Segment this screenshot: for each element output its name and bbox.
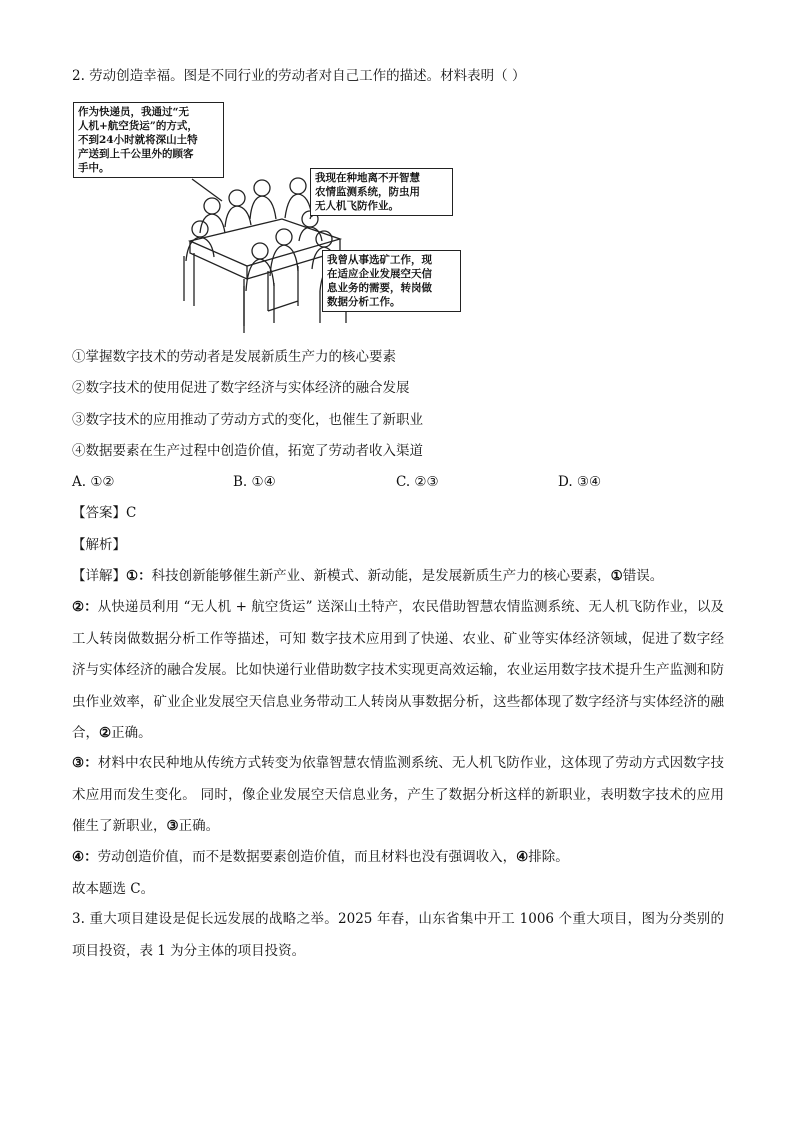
option-a: A. ①② (72, 474, 115, 490)
answer-line (72, 503, 722, 523)
point-4-text: 劳动创造价值，而不是数据要素创造价值，而且材料也没有强调收入， (97, 849, 517, 865)
point-2-end-marker: ② (99, 725, 112, 741)
point-3-text: 材料中农民种地从传统方式转变为依靠智慧农情监测系统、无人机飞防作业，这体现了劳动方式因数字技术应用而发生变化。 同时，像企业发展空天信息业务，产生了数据分析这样的新职业，表明数字技术的应用催生了新职业， (72, 755, 725, 834)
bubble-text-line: 息业务的需要，转岗做 (327, 282, 432, 294)
point-1-end-marker: ① (610, 568, 623, 584)
analysis-label: 【解析】 (72, 537, 126, 553)
miner-speech-bubble (322, 250, 461, 312)
question-3-stem: 3. 重大项目建设是促长远发展的战略之举。2025 年春，山东省集中开工 1006 个重大项目，图为分类别的项目投资，表 1 为分主体的项目投资。 (72, 911, 724, 959)
point-2-text: 从快递员利用 “无人机 + 航空货运” 送深山土特产，农民借助智慧农情监测系统、无人机飞防作业，以及工人转岗做数据分析工作等描述，可知 数字技术应用到了快递、农业、矿业等实体经济领域，促进了数字经济与实体经济的融合发展。比如快递行业借助数字技术实现更高效运输，农业运用数字技术提升生产监测和防虫作业效率，矿业企业发展空天信息业务带动工人转岗从事数据分析，这些都体现了数字经济与实体经济的融合， (72, 599, 724, 741)
answer-label: 【答案】 (72, 505, 126, 521)
statement-2: ②数字技术的使用促进了数字经济与实体经济的融合发展 (72, 380, 410, 396)
detail-paragraph-3 (72, 748, 724, 843)
answer-value: C (126, 505, 137, 521)
bubble-text-line: 在适应企业发展空天信 (327, 268, 432, 280)
point-3-verdict: 正确。 (178, 818, 220, 834)
question-2-stem: 2. 劳动创造幸福。图是不同行业的劳动者对自己工作的描述。材料表明（ ） (72, 68, 526, 84)
point-2-verdict: 正确。 (111, 725, 152, 741)
bubble-text-line: 不到24小时就将深山土特 (78, 134, 198, 146)
detail-paragraph-2 (72, 592, 724, 750)
option-b: B. ①④ (233, 474, 276, 490)
bubble-text-line: 人机+航空货运”的方式， (78, 120, 198, 132)
statement-4: ④数据要素在生产过程中创造价值，拓宽了劳动者收入渠道 (72, 443, 423, 459)
statement-1: ①掌握数字技术的劳动者是发展新质生产力的核心要素 (72, 349, 396, 365)
bubble-text-line: 我现在种地离不开智慧 (315, 172, 420, 184)
option-d: D. ③④ (558, 474, 602, 490)
worker-illustration (72, 101, 462, 336)
detail-label: 【详解】 (72, 568, 126, 584)
option-c: C. ②③ (396, 474, 439, 490)
bubble-text-line: 无人机飞防作业。 (315, 200, 399, 212)
bubble-text-line: 手中。 (78, 162, 110, 174)
point-1-verdict: 错误。 (622, 568, 664, 584)
conclusion: 故本题选 C。 (72, 881, 155, 897)
bubble-text-line: 产送到上千公里外的顾客 (78, 148, 194, 160)
bubble-text-line: 农情监测系统，防虫用 (315, 186, 420, 198)
point-4-verdict: 排除。 (528, 849, 569, 865)
farmer-speech-bubble (310, 168, 453, 216)
point-4-end-marker: ④ (516, 849, 529, 865)
point-1-text: 科技创新能够催生新产业、新模式、新动能，是发展新质生产力的核心要素， (151, 568, 611, 584)
point-1-marker: ①： (126, 568, 152, 584)
point-2-marker: ②： (72, 599, 98, 615)
bubble-text-line: 作为快递员，我通过“无 (78, 106, 190, 118)
bubble-text-line: 我曾从事选矿工作，现 (327, 254, 432, 266)
courier-speech-bubble (73, 102, 224, 178)
point-3-end-marker: ③ (166, 818, 179, 834)
bubble-text-line: 数据分析工作。 (327, 296, 401, 308)
detail-paragraph-4 (72, 842, 724, 874)
statement-3: ③数字技术的应用推动了劳动方式的变化，也催生了新职业 (72, 412, 423, 428)
point-4-marker: ④： (72, 849, 98, 865)
detail-paragraph-1 (72, 561, 724, 593)
point-3-marker: ③： (72, 755, 98, 771)
